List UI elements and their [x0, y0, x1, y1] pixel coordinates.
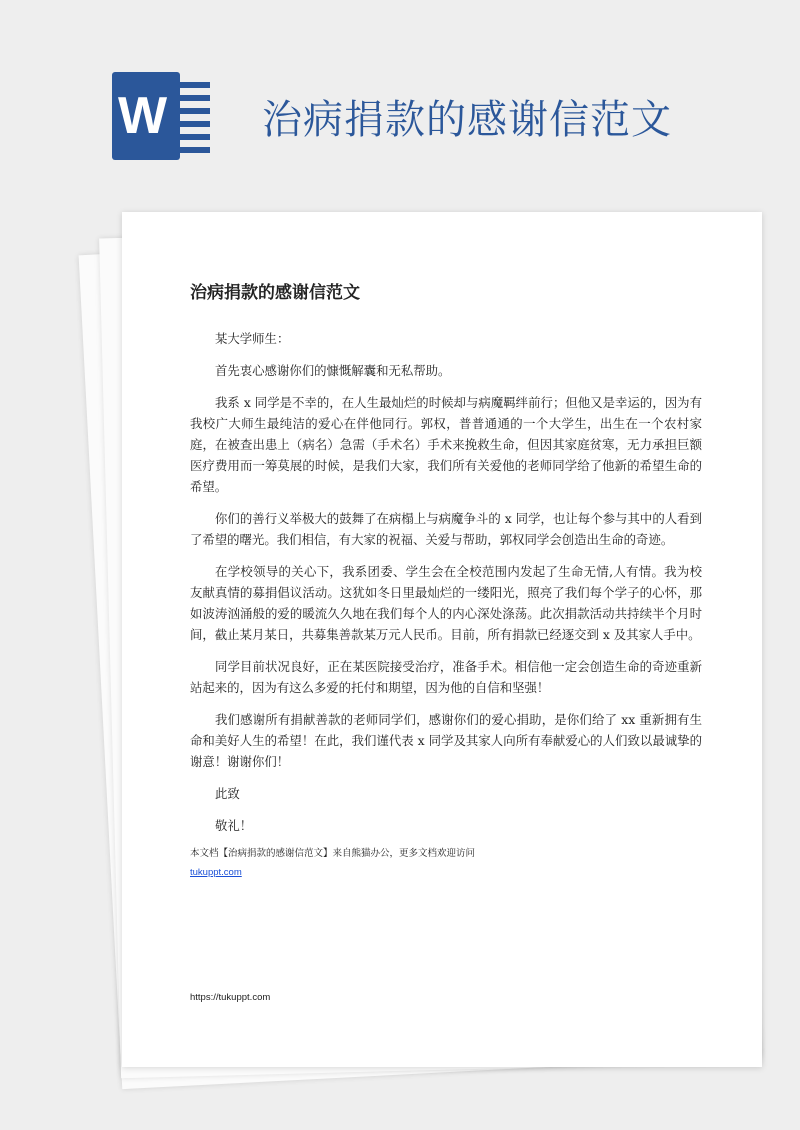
header-title: 治病捐款的感谢信范文: [262, 97, 672, 143]
word-logo-letter: W: [118, 87, 168, 145]
header-banner: [0, 0, 800, 200]
paragraph: 我们感谢所有捐献善款的老师同学们，感谢你们的爱心捐助，是你们给了 xx 重新拥有生命和美好人生的希望！在此，我们谨代表 x 同学及其家人向所有奉献爱心的人们致以最诚挚的谢意！谢谢你们！: [190, 712, 702, 769]
word-document-icon: [112, 72, 212, 160]
paragraph: 在学校领导的关心下，我系团委、学生会在全校范围内发起了生命无情,人有情。我为校友献真情的募捐倡议活动。这犹如冬日里最灿烂的一缕阳光，照亮了我们每个学子的心怀，那如波涛汹涌般的爱的暖流久久地在我们每个人的内心深处涤荡。此次捐款活动共持续半个月时间，截止某月某日，共募集善款某万元人民币。目前，所有捐款已经逐交到 x 及其家人手中。: [190, 564, 702, 642]
page-title: 治病捐款的感谢信范文: [190, 283, 360, 303]
paragraph: 我系 x 同学是不幸的，在人生最灿烂的时候却与病魔羁绊前行；但他又是幸运的，因为有我校广大师生最纯洁的爱心在伴他同行。郭权，普普通通的一个大学生，出生在一个农村家庭，在被查出患上（病名）急需（手术名）手术来挽救生命，但因其家庭贫寒，无力承担巨额医疗费用而一筹莫展的时候，是我们大家，我们所有关爱他的老师同学给了他新的希望生命的希望。: [190, 395, 702, 494]
paragraph: 同学目前状况良好，正在某医院接受治疗，准备手术。相信他一定会创造生命的奇迹重新站起来的，因为有这么多爱的托付和期望，因为他的自信和坚强！: [190, 659, 702, 695]
footer-note: 本文档【治病捐款的感谢信范文】来自熊猫办公，更多文档欢迎访问: [190, 848, 476, 859]
bottom-url: https://tukuppt.com: [190, 992, 271, 1003]
closing-line: 敬礼！: [215, 818, 253, 833]
document-page: [122, 212, 762, 1067]
paragraph: 首先衷心感谢你们的慷慨解囊和无私帮助。: [215, 363, 451, 378]
closing-line: 此致: [215, 786, 240, 801]
footer-link[interactable]: tukuppt.com: [190, 867, 242, 878]
word-logo-box: [112, 72, 180, 160]
document-content: [190, 280, 702, 879]
paragraph: 你们的善行义举极大的鼓舞了在病榻上与病魔争斗的 x 同学，也让每个参与其中的人看到了希望的曙光。我们相信，有大家的祝福、关爱与帮助，郭权同学会创造出生命的奇迹。: [190, 511, 702, 547]
salutation: 某大学师生：: [215, 331, 290, 346]
